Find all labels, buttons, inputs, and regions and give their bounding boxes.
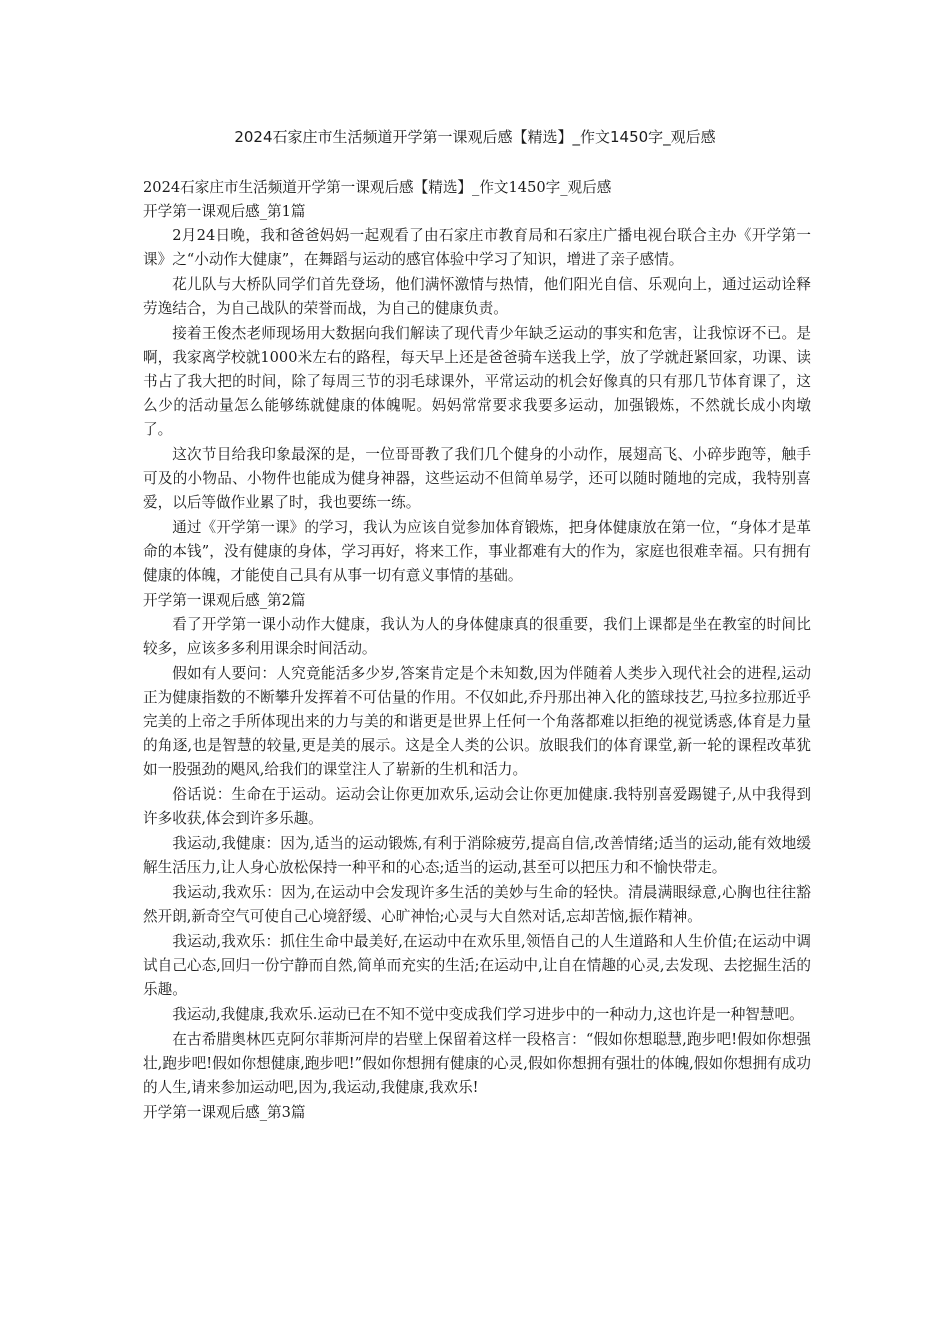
paragraph: 看了开学第一课小动作大健康，我认为人的身体健康真的很重要，我们上课都是坐在教室的时间比较多，应该多多利用课余时间活动。 xyxy=(143,616,811,657)
document-body xyxy=(143,176,811,1125)
section-heading-2: 开学第一课观后感_第2篇 xyxy=(143,592,306,609)
paragraph: 我运动,我健康,我欢乐.运动已在不知不觉中变成我们学习进步中的一种动力,这也许是一种智慧吧。 xyxy=(172,1006,804,1023)
paragraph: 假如有人要问：人究竟能活多少岁,答案肯定是个未知数,因为伴随着人类步入现代社会的进程,运动正为健康指数的不断攀升发挥着不可估量的作用。不仅如此,乔丹那出神入化的篮球技艺,马拉多拉那近乎完美的上帝之手所体现出来的力与美的和谐更是世界上任何一个角落都难以拒绝的视觉诱惑,体育是力量的角逐,也是智慧的较量,更是美的展示。这是全人类的公识。放眼我们的体育课堂,新一轮的课程改革犹如一股强劲的飓风,给我们的课堂注人了崭新的生机和活力。 xyxy=(143,665,811,778)
paragraph: 通过《开学第一课》的学习，我认为应该自觉参加体育锻炼，把身体健康放在第一位，“身体才是革命的本钱”，没有健康的身体，学习再好，将来工作，事业都难有大的作为，家庭也很难幸福。只有拥有健康的体魄，才能使自己具有从事一切有意义事情的基础。 xyxy=(143,519,811,584)
paragraph: 在古希腊奥林匹克阿尔菲斯河岸的岩壁上保留着这样一段格言：“假如你想聪慧,跑步吧!假如你想强壮,跑步吧!假如你想健康,跑步吧!”假如你想拥有健康的心灵,假如你想拥有强壮的体魄,假如你想拥有成功的人生,请来参加运动吧,因为,我运动,我健康,我欢乐! xyxy=(143,1031,811,1096)
paragraph: 我运动,我欢乐：抓住生命中最美好,在运动中在欢乐里,领悟自己的人生道路和人生价值;在运动中调试自己心态,回归一份宁静而自然,简单而充实的生活;在运动中,让自在情趣的心灵,去发现、去挖掘生活的乐趣。 xyxy=(143,933,811,998)
paragraph: 2月24日晚，我和爸爸妈妈一起观看了由石家庄市教育局和石家庄广播电视台联合主办《开学第一课》之“小动作大健康”，在舞蹈与运动的感官体验中学习了知识，增进了亲子感情。 xyxy=(143,227,811,268)
paragraph: 我运动,我健康：因为,适当的运动锻炼,有利于消除疲劳,提高自信,改善情绪;适当的运动,能有效地缓解生活压力,让人身心放松保持一种平和的心态;适当的运动,甚至可以把压力和不愉快带走。 xyxy=(143,835,811,876)
section-heading-1: 开学第一课观后感_第1篇 xyxy=(143,203,306,220)
paragraph: 接着王俊杰老师现场用大数据向我们解读了现代青少年缺乏运动的事实和危害，让我惊讶不已。是啊，我家离学校就1000米左右的路程，每天早上还是爸爸骑车送我上学，放了学就赶紧回家，功课、读书占了我大把的时间，除了每周三节的羽毛球课外，平常运动的机会好像真的只有那几节体育课了，这么少的活动量怎么能够练就健康的体魄呢。妈妈常常要求我要多运动，加强锻炼，不然就长成小肉墩了。 xyxy=(143,325,811,438)
paragraph: 我运动,我欢乐：因为,在运动中会发现许多生活的美妙与生命的轻快。清晨满眼绿意,心胸也往往豁然开朗,新奇空气可使自己心境舒缓、心旷神怡;心灵与大自然对话,忘却苦恼,振作精神。 xyxy=(143,884,811,925)
section-heading-3: 开学第一课观后感_第3篇 xyxy=(143,1104,306,1121)
paragraph: 花儿队与大桥队同学们首先登场，他们满怀激情与热情，他们阳光自信、乐观向上，通过运动诠释劳逸结合，为自己战队的荣誉而战，为自己的健康负责。 xyxy=(143,276,811,317)
document-subtitle: 2024石家庄市生活频道开学第一课观后感【精选】_作文1450字_观后感 xyxy=(143,179,612,196)
document-title: 2024石家庄市生活频道开学第一课观后感【精选】_作文1450字_观后感 xyxy=(234,128,716,146)
paragraph: 俗话说：生命在于运动。运动会让你更加欢乐,运动会让你更加健康.我特别喜爱踢键子,从中我得到许多收获,体会到许多乐趣。 xyxy=(143,786,811,827)
paragraph: 这次节目给我印象最深的是，一位哥哥教了我们几个健身的小动作，展翅高飞、小碎步跑等，触手可及的小物品、小物件也能成为健身神器，这些运动不但简单易学，还可以随时随地的完成，我特别喜爱，以后等做作业累了时，我也要练一练。 xyxy=(143,446,811,511)
